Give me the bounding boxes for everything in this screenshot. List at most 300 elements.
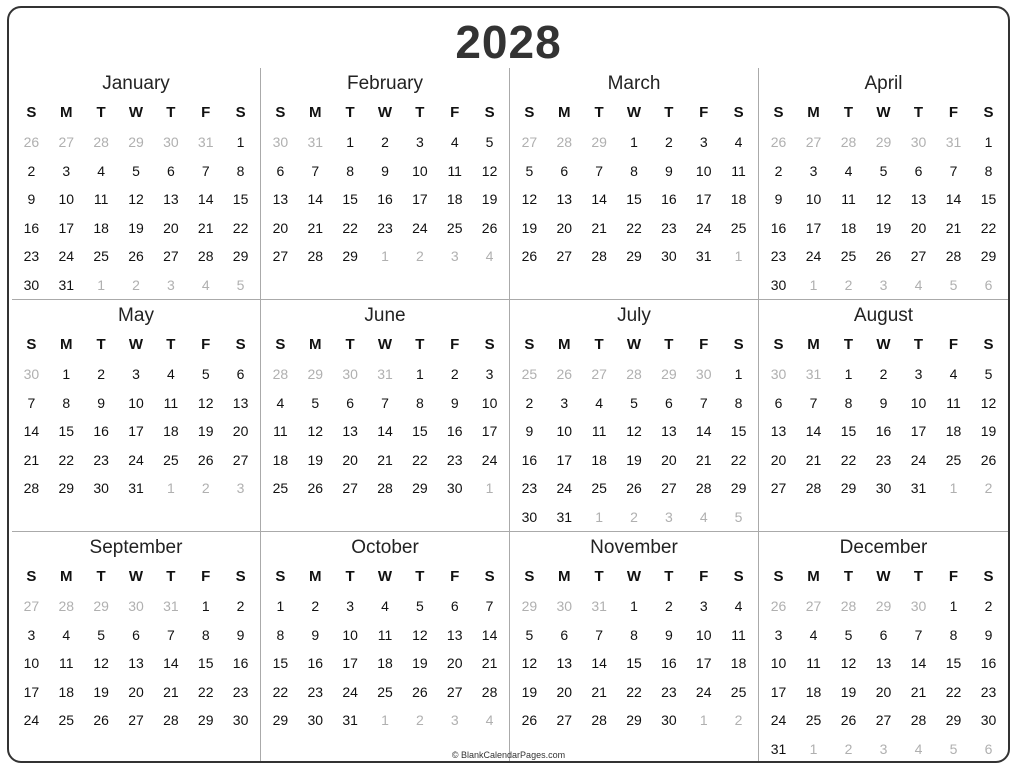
day-cell: 10: [695, 162, 712, 179]
month-name: November: [590, 537, 678, 558]
week-row: [512, 185, 756, 214]
weekday-header: [512, 98, 756, 128]
day-cell: 12: [875, 191, 892, 207]
day-cell: 3: [62, 162, 71, 179]
day-cell: 12: [521, 191, 538, 207]
adjacent-month-day: 27: [521, 134, 538, 150]
day-cell: 20: [342, 451, 358, 468]
day-cell: 11: [591, 423, 607, 439]
day-cell: 30: [661, 712, 677, 728]
day-cell: 27: [910, 248, 927, 264]
day-cell: 1: [276, 598, 285, 614]
adjacent-month-day: 2: [132, 276, 140, 293]
weekday-label: W: [626, 568, 642, 585]
weekday-label: F: [948, 568, 959, 585]
day-cell: 8: [62, 394, 71, 411]
day-cell: 20: [128, 683, 144, 700]
adjacent-month-day: 29: [521, 598, 538, 614]
adjacent-month-day: 28: [58, 598, 75, 614]
day-cell: 25: [730, 219, 747, 236]
day-cell: 6: [560, 626, 569, 643]
day-cell: 5: [984, 366, 993, 382]
day-cell: 27: [272, 248, 289, 264]
adjacent-month-day: 31: [805, 366, 822, 382]
weekday-header: [761, 330, 1006, 360]
day-cell: 8: [949, 626, 958, 643]
day-cell: 6: [450, 598, 459, 614]
day-cell: 21: [163, 683, 179, 700]
day-cell: 6: [914, 162, 923, 179]
weekday-label: T: [96, 104, 106, 121]
day-cell: 4: [809, 626, 818, 643]
adjacent-month-day: 31: [163, 598, 179, 614]
day-cell: 23: [93, 451, 109, 468]
day-cell: 26: [197, 451, 214, 468]
adjacent-month-day: 29: [307, 366, 324, 382]
day-cell: 9: [879, 394, 888, 411]
day-cell: 1: [949, 598, 958, 614]
adjacent-month-day: 3: [879, 276, 888, 293]
day-cell: 29: [980, 248, 997, 264]
day-cell: 9: [311, 626, 320, 643]
day-cell: 23: [661, 683, 677, 700]
day-cell: 22: [730, 451, 747, 468]
day-cell: 6: [774, 394, 783, 411]
day-cell: 27: [875, 712, 892, 728]
day-cell: 21: [910, 683, 927, 700]
day-cell: 6: [346, 394, 355, 411]
weekday-label: T: [594, 104, 604, 121]
day-cell: 16: [770, 219, 787, 236]
week-row: [761, 389, 1006, 418]
day-cell: 24: [412, 219, 428, 236]
day-cell: 23: [875, 451, 892, 468]
weekday-label: M: [309, 336, 322, 353]
day-cell: 10: [128, 394, 144, 411]
day-cell: 10: [23, 655, 40, 671]
day-cell: 6: [132, 626, 140, 643]
day-cell: 1: [984, 134, 993, 150]
week-row: [263, 360, 507, 389]
adjacent-month-day: 29: [875, 598, 892, 614]
weekday-label: W: [377, 104, 393, 121]
day-cell: 26: [626, 480, 642, 496]
weekday-label: T: [166, 336, 176, 353]
week-row: [512, 503, 756, 532]
adjacent-month-day: 1: [166, 480, 175, 496]
day-cell: 28: [910, 712, 927, 728]
day-cell: 14: [945, 191, 962, 207]
day-cell: 22: [626, 219, 642, 236]
day-cell: 5: [525, 162, 534, 179]
weekday-label: F: [450, 104, 460, 121]
day-cell: 3: [485, 366, 494, 382]
day-cell: 8: [276, 626, 285, 643]
week-row: [761, 185, 1006, 214]
day-cell: 15: [980, 191, 997, 207]
weekday-label: S: [26, 336, 37, 353]
day-cell: 24: [481, 451, 498, 468]
week-row: [512, 360, 756, 389]
weekday-header: [14, 562, 258, 592]
day-cell: 24: [695, 683, 712, 700]
day-cell: 24: [342, 683, 358, 700]
day-cell: 12: [626, 423, 642, 439]
day-cell: 2: [97, 366, 106, 382]
weekday-label: F: [948, 104, 959, 121]
day-cell: 22: [272, 683, 289, 700]
week-row: [263, 185, 507, 214]
week-row: [512, 649, 756, 678]
day-cell: 5: [97, 626, 106, 643]
day-cell: 11: [841, 191, 856, 207]
day-cell: 18: [272, 451, 289, 468]
day-cell: 21: [307, 219, 324, 236]
weekday-label: S: [235, 104, 246, 121]
day-cell: 27: [163, 248, 179, 264]
weekday-label: T: [913, 568, 924, 585]
day-cell: 25: [93, 248, 109, 264]
adjacent-month-day: 31: [307, 134, 324, 150]
adjacent-month-day: 29: [93, 598, 109, 614]
day-cell: 13: [556, 655, 573, 671]
day-cell: 11: [59, 655, 74, 671]
month-june: [261, 300, 510, 532]
day-cell: 31: [910, 480, 927, 496]
day-cell: 19: [307, 451, 324, 468]
day-cell: 2: [381, 134, 389, 150]
day-cell: 6: [664, 394, 673, 411]
day-cell: 3: [914, 366, 923, 382]
day-cell: 13: [446, 626, 463, 643]
day-cell: 13: [875, 655, 892, 671]
week-row: [761, 242, 1006, 271]
day-cell: 28: [23, 480, 40, 496]
week-row: [761, 214, 1006, 243]
day-cell: 10: [805, 191, 822, 207]
day-cell: 31: [695, 248, 712, 264]
adjacent-month-day: 1: [97, 276, 106, 293]
day-cell: 25: [272, 480, 289, 496]
day-cell: 12: [521, 655, 538, 671]
day-cell: 7: [485, 598, 494, 614]
day-cell: 17: [412, 191, 428, 207]
day-cell: 10: [412, 162, 428, 179]
day-cell: 7: [201, 162, 210, 179]
adjacent-month-day: 29: [875, 134, 892, 150]
day-cell: 6: [560, 162, 569, 179]
day-cell: 28: [377, 480, 393, 496]
day-cell: 28: [805, 480, 822, 496]
day-cell: 7: [311, 162, 320, 179]
week-row: [512, 474, 756, 503]
day-cell: 26: [980, 451, 997, 468]
adjacent-month-day: 2: [415, 712, 424, 728]
day-cell: 26: [481, 219, 498, 236]
day-cell: 21: [945, 219, 962, 236]
adjacent-month-day: 5: [949, 740, 958, 757]
day-cell: 13: [163, 191, 179, 207]
week-row: [761, 360, 1006, 389]
weekday-label: F: [450, 568, 460, 585]
weekday-label: T: [664, 568, 674, 585]
weekday-label: S: [484, 568, 495, 585]
week-row: [512, 214, 756, 243]
adjacent-month-day: 3: [166, 276, 175, 293]
day-cell: 16: [93, 423, 109, 439]
day-cell: 5: [525, 626, 534, 643]
weekday-label: F: [699, 104, 709, 121]
weekday-label: S: [773, 336, 784, 353]
day-cell: 21: [805, 451, 822, 468]
adjacent-month-day: 1: [485, 480, 494, 496]
week-row: [263, 592, 507, 621]
week-row: [14, 706, 258, 735]
day-cell: 30: [521, 508, 538, 525]
month-name: September: [89, 537, 183, 558]
day-cell: 23: [307, 683, 324, 700]
day-cell: 3: [774, 626, 783, 643]
day-cell: 30: [23, 276, 40, 293]
weekday-label: W: [128, 336, 144, 353]
adjacent-month-day: 2: [844, 276, 853, 293]
weekday-header: [263, 98, 507, 128]
week-row: [14, 446, 258, 475]
day-cell: 31: [770, 740, 787, 757]
week-row: [512, 242, 756, 271]
day-cell: 25: [591, 480, 607, 496]
month-july: [510, 300, 759, 532]
day-cell: 5: [201, 366, 210, 382]
day-cell: 29: [840, 480, 857, 496]
month-name: January: [102, 73, 170, 94]
day-cell: 4: [734, 134, 743, 150]
day-cell: 14: [481, 626, 498, 643]
adjacent-month-day: 2: [984, 480, 993, 496]
day-cell: 14: [307, 191, 324, 207]
week-row: [512, 417, 756, 446]
weekday-label: S: [983, 104, 994, 121]
weekday-label: T: [345, 336, 355, 353]
day-cell: 24: [695, 219, 712, 236]
adjacent-month-day: 29: [661, 366, 677, 382]
day-cell: 7: [166, 626, 175, 643]
week-row: [263, 417, 507, 446]
weekday-label: S: [733, 104, 744, 121]
day-cell: 4: [595, 394, 604, 411]
weekday-label: F: [201, 104, 211, 121]
day-cell: 17: [128, 423, 144, 439]
day-cell: 20: [446, 655, 463, 671]
day-cell: 4: [450, 134, 459, 150]
weekday-label: S: [484, 336, 495, 353]
day-cell: 19: [521, 683, 538, 700]
week-row: [14, 271, 258, 300]
weekday-label: T: [345, 104, 355, 121]
day-cell: 20: [232, 423, 249, 439]
adjacent-month-day: 30: [556, 598, 573, 614]
adjacent-month-day: 31: [377, 366, 393, 382]
day-cell: 8: [984, 162, 993, 179]
adjacent-month-day: 4: [201, 276, 210, 293]
weekday-label: S: [275, 336, 286, 353]
weekday-label: S: [524, 336, 535, 353]
day-cell: 11: [93, 191, 109, 207]
day-cell: 15: [626, 191, 642, 207]
week-row: [512, 128, 756, 157]
day-cell: 22: [626, 683, 642, 700]
day-cell: 22: [342, 219, 358, 236]
weekday-label: T: [415, 336, 425, 353]
adjacent-month-day: 2: [630, 508, 638, 525]
day-cell: 28: [945, 248, 962, 264]
day-cell: 5: [630, 394, 638, 411]
day-cell: 18: [730, 191, 747, 207]
weekday-label: S: [983, 336, 994, 353]
day-cell: 27: [556, 712, 573, 728]
week-row: [263, 706, 507, 735]
day-cell: 30: [446, 480, 463, 496]
weekday-label: T: [594, 568, 604, 585]
week-row: [512, 157, 756, 186]
month-name: February: [346, 73, 424, 94]
day-cell: 13: [232, 394, 249, 411]
adjacent-month-day: 3: [450, 712, 459, 728]
adjacent-month-day: 2: [415, 248, 424, 264]
day-cell: 20: [661, 451, 677, 468]
day-cell: 24: [910, 451, 927, 468]
day-cell: 13: [128, 655, 144, 671]
day-cell: 17: [58, 219, 75, 236]
day-cell: 2: [984, 598, 993, 614]
week-row: [263, 678, 507, 707]
day-cell: 3: [699, 134, 708, 150]
month-grid: [12, 68, 1008, 760]
week-row: [761, 621, 1006, 650]
day-cell: 30: [980, 712, 997, 728]
weekday-label: W: [626, 104, 642, 121]
weekday-label: M: [309, 568, 322, 585]
day-cell: 19: [481, 191, 498, 207]
adjacent-month-day: 4: [914, 276, 923, 293]
day-cell: 29: [342, 248, 358, 264]
day-cell: 22: [58, 451, 75, 468]
day-cell: 26: [307, 480, 324, 496]
day-cell: 28: [307, 248, 324, 264]
adjacent-month-day: 27: [58, 134, 75, 150]
day-cell: 17: [23, 683, 40, 700]
week-row: [14, 214, 258, 243]
weekday-header: [512, 330, 756, 360]
weekday-label: S: [733, 568, 744, 585]
day-cell: 12: [412, 626, 428, 643]
day-cell: 15: [342, 191, 358, 207]
adjacent-month-day: 1: [381, 712, 389, 728]
adjacent-month-day: 26: [23, 134, 40, 150]
day-cell: 25: [377, 683, 393, 700]
day-cell: 25: [446, 219, 463, 236]
day-cell: 14: [910, 655, 927, 671]
day-cell: 1: [346, 134, 355, 150]
adjacent-month-day: 5: [236, 276, 245, 293]
day-cell: 20: [272, 219, 289, 236]
day-cell: 7: [809, 394, 818, 411]
weekday-label: S: [275, 104, 286, 121]
day-cell: 16: [446, 423, 463, 439]
day-cell: 28: [481, 683, 498, 700]
day-cell: 1: [201, 598, 210, 614]
day-cell: 16: [661, 655, 677, 671]
weekday-header: [761, 98, 1006, 128]
day-cell: 2: [525, 394, 534, 411]
weekday-label: S: [26, 104, 37, 121]
day-cell: 7: [27, 394, 36, 411]
month-name: April: [864, 73, 903, 94]
weekday-label: W: [377, 336, 393, 353]
day-cell: 9: [236, 626, 245, 643]
day-cell: 10: [910, 394, 927, 411]
week-row: [263, 446, 507, 475]
week-row: [761, 271, 1006, 300]
weekday-header: [14, 98, 258, 128]
day-cell: 18: [163, 423, 179, 439]
week-row: [761, 678, 1006, 707]
week-row: [512, 621, 756, 650]
day-cell: 20: [163, 219, 179, 236]
week-row: [263, 128, 507, 157]
month-march: [510, 68, 759, 300]
day-cell: 24: [805, 248, 822, 264]
day-cell: 6: [166, 162, 175, 179]
weekday-label: T: [913, 336, 924, 353]
day-cell: 27: [128, 712, 144, 728]
weekday-label: W: [128, 104, 144, 121]
day-cell: 9: [381, 162, 389, 179]
day-cell: 11: [731, 162, 746, 179]
week-row: [512, 389, 756, 418]
day-cell: 26: [875, 248, 892, 264]
adjacent-month-day: 28: [93, 134, 109, 150]
day-cell: 14: [163, 655, 179, 671]
day-cell: 18: [730, 655, 747, 671]
adjacent-month-day: 28: [272, 366, 289, 382]
week-row: [14, 474, 258, 503]
day-cell: 9: [450, 394, 459, 411]
week-row: [14, 592, 258, 621]
adjacent-month-day: 1: [949, 480, 958, 496]
adjacent-month-day: 6: [984, 740, 993, 757]
day-cell: 23: [661, 219, 677, 236]
week-row: [14, 649, 258, 678]
day-cell: 8: [236, 162, 245, 179]
adjacent-month-day: 26: [770, 134, 787, 150]
day-cell: 8: [201, 626, 210, 643]
adjacent-month-day: 4: [914, 740, 923, 757]
adjacent-month-day: 1: [809, 740, 818, 757]
week-row: [14, 417, 258, 446]
day-cell: 13: [910, 191, 927, 207]
month-name: March: [607, 73, 661, 94]
day-cell: 21: [695, 451, 712, 468]
month-september: [12, 532, 261, 763]
day-cell: 15: [412, 423, 428, 439]
weekday-label: F: [201, 336, 211, 353]
day-cell: 18: [945, 423, 962, 439]
day-cell: 3: [27, 626, 36, 643]
day-cell: 18: [591, 451, 607, 468]
day-cell: 17: [695, 191, 712, 207]
weekday-label: W: [876, 104, 891, 121]
